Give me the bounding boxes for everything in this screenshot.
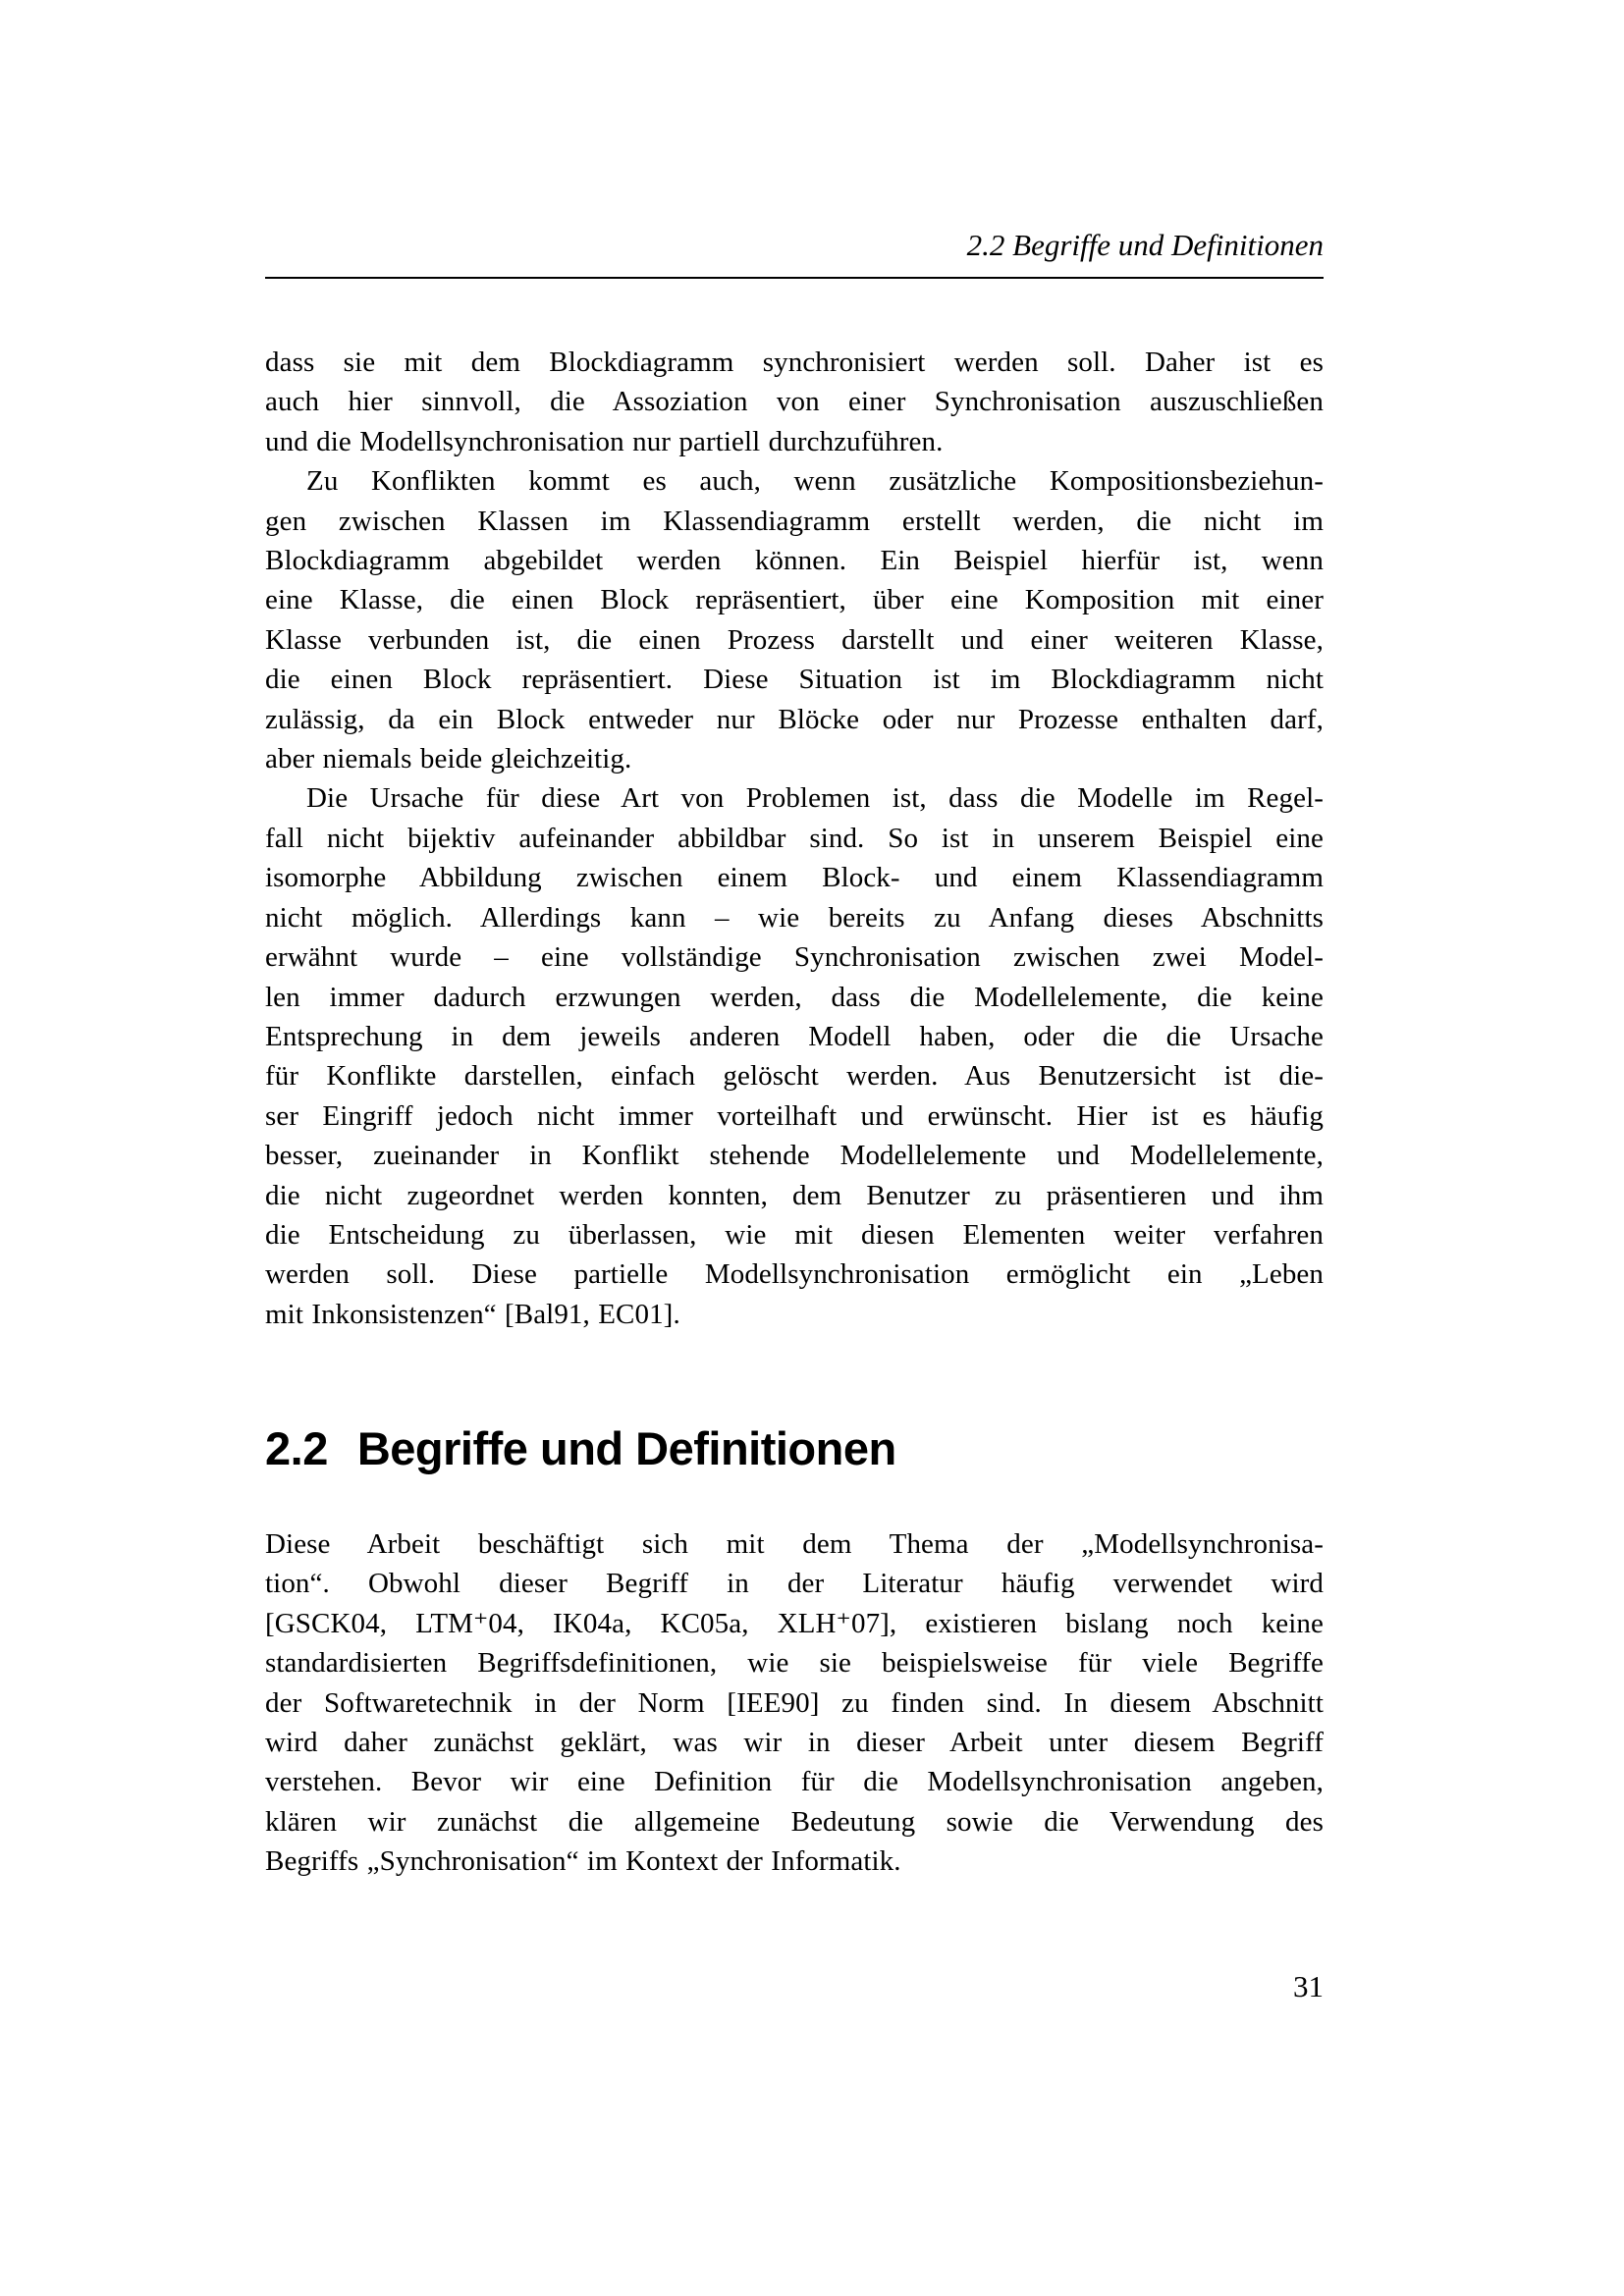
text-line: Die Ursache für diese Art von Problemen ist, dass die Modelle im Regel- (306, 782, 1324, 815)
text-line: tion“. Obwohl dieser Begriff in der Literatur häufig verwendet wird (265, 1568, 1324, 1600)
paragraph (265, 1524, 1324, 1882)
text-line: Begriffs „Synchronisation“ im Kontext der Informatik. (265, 1845, 901, 1878)
section-intro-text (265, 1524, 1324, 1882)
text-line: mit Inkonsistenzen“ [Bal91, EC01]. (265, 1298, 680, 1330)
text-line: werden soll. Diese partielle Modellsynchronisation ermöglicht ein „Leben (265, 1258, 1324, 1291)
section-heading (265, 1419, 1324, 1478)
text-line: ser Eingriff jedoch nicht immer vorteilhaft und erwünscht. Hier ist es häufig (265, 1099, 1324, 1132)
text-line: [GSCK04, LTM⁺04, IK04a, KC05a, XLH⁺07], existieren bislang noch keine (265, 1607, 1324, 1639)
text-line: die nicht zugeordnet werden konnten, dem Benutzer zu präsentieren und ihm (265, 1179, 1324, 1211)
section-number: 2.2 (265, 1422, 328, 1474)
text-line: aber niemals beide gleichzeitig. (265, 743, 632, 775)
text-line: Diese Arbeit beschäftigt sich mit dem Thema der „Modellsynchronisa- (265, 1528, 1324, 1560)
section-title: Begriffe und Definitionen (356, 1422, 896, 1474)
page-number: 31 (1293, 1969, 1324, 2003)
text-line: Klasse verbunden ist, die einen Prozess darstellt und einer weiteren Klasse, (265, 623, 1324, 656)
running-header: 2.2 Begriffe und Definitionen (966, 228, 1324, 262)
text-line: besser, zueinander in Konflikt stehende Modellelemente und Modellelemente, (265, 1140, 1324, 1172)
text-line: erwähnt wurde – eine vollständige Synchronisation zwischen zwei Model- (265, 941, 1324, 974)
text-line: dass sie mit dem Blockdiagramm synchronisiert werden soll. Daher ist es (265, 347, 1324, 378)
text-line: der Softwaretechnik in der Norm [IEE90] zu finden sind. In diesem Abschnitt (265, 1686, 1324, 1719)
text-line: eine Klasse, die einen Block repräsentiert, über eine Komposition mit einer (265, 584, 1324, 616)
text-line: und die Modellsynchronisation nur partiell durchzuführen. (265, 425, 944, 457)
header-rule (265, 277, 1324, 279)
text-line: auch hier sinnvoll, die Assoziation von einer Synchronisation auszuschließen (265, 386, 1324, 418)
text-line: fall nicht bijektiv aufeinander abbildbar sind. So ist in unserem Beispiel eine (265, 822, 1324, 854)
text-line: klären wir zunächst die allgemeine Bedeutung sowie die Verwendung des (265, 1805, 1324, 1838)
text-line: len immer dadurch erzwungen werden, dass die Modellelemente, die keine (265, 981, 1324, 1013)
text-line: verstehen. Bevor wir eine Definition für die Modellsynchronisation angeben, (265, 1766, 1324, 1798)
text-line: standardisierten Begriffsdefinitionen, wie sie beispielsweise für viele Begriffe (265, 1647, 1324, 1680)
text-line: zulässig, da ein Block entweder nur Blöcke oder nur Prozesse enthalten darf, (265, 703, 1324, 735)
text-line: für Konflikte darstellen, einfach gelöscht werden. Aus Benutzersicht ist die- (265, 1060, 1324, 1093)
text-line: die Entscheidung zu überlassen, wie mit diesen Elementen weiter verfahren (265, 1218, 1324, 1251)
text-line: Blockdiagramm abgebildet werden können. Ein Beispiel hierfür ist, wenn (265, 545, 1324, 577)
text-line: nicht möglich. Allerdings kann – wie bereits zu Anfang dieses Abschnitts (265, 901, 1324, 934)
text-line: die einen Block repräsentiert. Diese Situation ist im Blockdiagramm nicht (265, 664, 1324, 696)
text-line: gen zwischen Klassen im Klassendiagramm erstellt werden, die nicht im (265, 505, 1324, 537)
text-line: Entsprechung in dem jeweils anderen Modell haben, oder die die Ursache (265, 1020, 1324, 1052)
text-line: Zu Konflikten kommt es auch, wenn zusätzliche Kompositionsbeziehun- (306, 465, 1324, 498)
paragraph (265, 461, 1324, 778)
text-line: isomorphe Abbildung zwischen einem Block- und einem Klassendiagramm (265, 862, 1324, 894)
body-text (265, 343, 1324, 1334)
paragraph (265, 778, 1324, 1334)
paragraph (265, 343, 1324, 461)
text-line: wird daher zunächst geklärt, was wir in dieser Arbeit unter diesem Begriff (265, 1727, 1324, 1759)
